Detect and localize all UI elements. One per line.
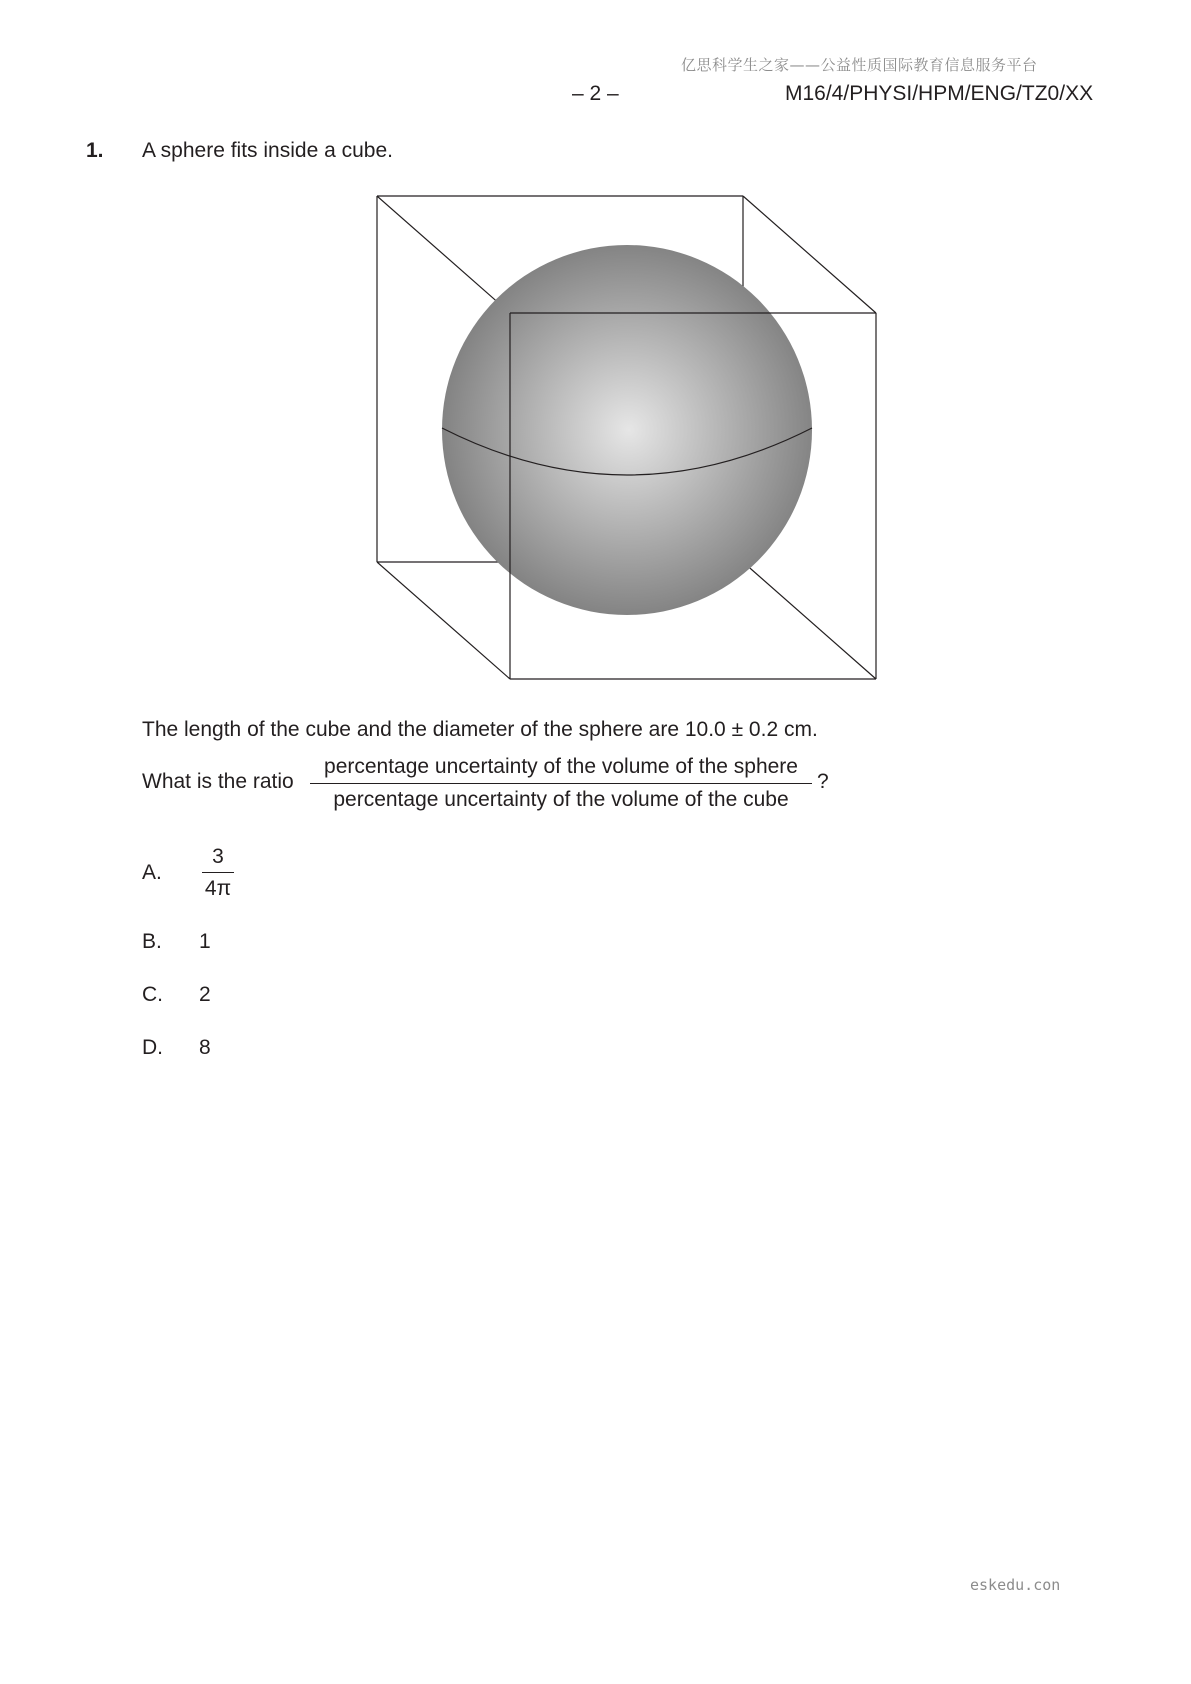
cube-edge-bottom-right-depth xyxy=(743,562,876,679)
option-c-letter: C. xyxy=(142,983,163,1006)
option-a-denominator: 4π xyxy=(204,877,232,900)
option-d-value: 8 xyxy=(199,1036,211,1059)
ratio-suffix: ? xyxy=(817,770,829,793)
ratio-prefix: What is the ratio xyxy=(142,770,294,793)
page-number: – 2 – xyxy=(572,82,619,105)
ratio-denominator: percentage uncertainty of the volume of the cube xyxy=(333,788,789,811)
option-a-fraction xyxy=(202,844,234,902)
option-a-letter: A. xyxy=(142,861,162,884)
question-number: 1. xyxy=(86,139,104,162)
cube-edge-top-right-depth xyxy=(743,196,876,313)
page-watermark-bottom: eskedu.con xyxy=(970,1576,1061,1594)
option-c-value: 2 xyxy=(199,983,211,1006)
ratio-fraction xyxy=(310,754,812,813)
option-d-letter: D. xyxy=(142,1036,163,1059)
option-a-numerator: 3 xyxy=(212,845,224,868)
sphere xyxy=(442,245,812,615)
option-b-value: 1 xyxy=(199,930,211,953)
ratio-fraction-bar xyxy=(310,783,812,784)
option-b-letter: B. xyxy=(142,930,162,953)
option-a-fraction-bar xyxy=(202,872,234,873)
given-measurement-text: The length of the cube and the diameter of the sphere are 10.0 ± 0.2 cm. xyxy=(142,718,818,741)
question-stem: A sphere fits inside a cube. xyxy=(142,139,393,162)
sphere-in-cube-diagram xyxy=(0,0,1191,700)
page-watermark-top: 亿思科学生之家——公益性质国际教育信息服务平台 xyxy=(681,56,1038,74)
paper-code: M16/4/PHYSI/HPM/ENG/TZ0/XX xyxy=(785,82,1094,105)
cube-edge-top-left-depth xyxy=(377,196,510,313)
ratio-numerator: percentage uncertainty of the volume of the sphere xyxy=(324,755,798,778)
cube-edge-bottom-left-depth xyxy=(377,562,510,679)
